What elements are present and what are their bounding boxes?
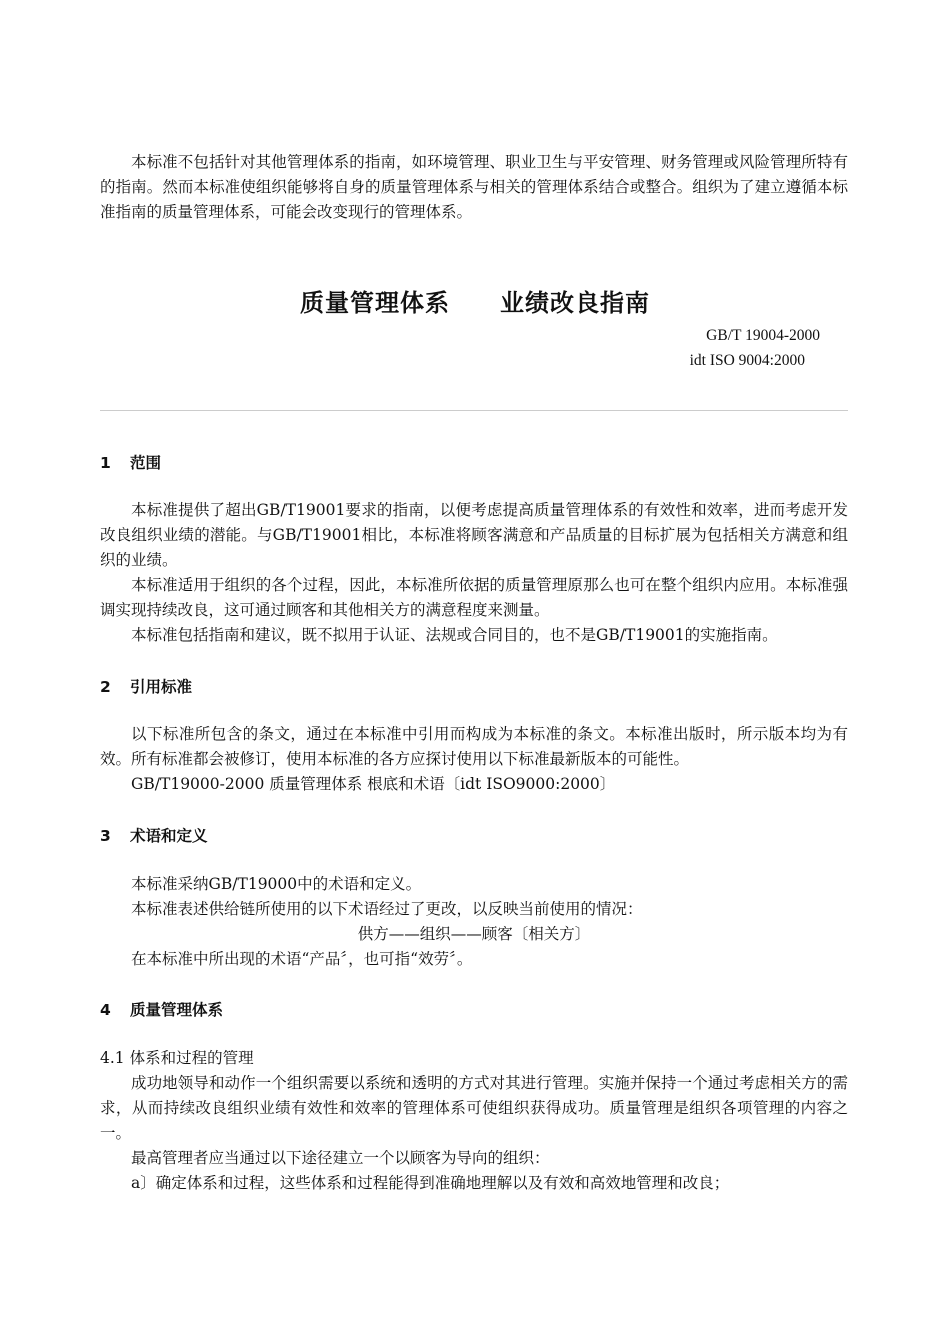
section-3-heading	[100, 824, 208, 846]
section-title: 术语和定义	[130, 827, 208, 845]
section-2-reference: GB/T19000-2000 质量管理体系 根底和术语〔idt ISO9000:2000〕	[131, 775, 616, 793]
section-number: 3	[100, 827, 111, 845]
section-4-paragraph-1: 成功地领导和动作一个组织需要以系统和透明的方式对其进行管理。实施并保持一个通过考虑相关方的需求，从而持续改良组织业绩有效性和效率的管理体系可使组织获得成功。质量管理是组织各项管理的内容之一。	[100, 1074, 848, 1142]
section-title: 范围	[130, 454, 162, 472]
section-1-heading	[100, 451, 161, 473]
section-1-paragraph-2: 本标准适用于组织的各个过程，因此，本标准所依据的质量管理原那么也可在整个组织内应用。本标准强调实现持续改良，这可通过顾客和其他相关方的满意程度来测量。	[100, 576, 848, 619]
standard-number: GB/T 19004-2000	[706, 327, 820, 344]
section-3-paragraph-2: 本标准表述供给链所使用的以下术语经过了更改，以反映当前使用的情况：	[131, 900, 643, 918]
section-number: 1	[100, 454, 111, 472]
section-number: 4	[100, 1001, 111, 1019]
divider	[100, 410, 848, 411]
subsection-4-1-heading: 4.1 体系和过程的管理	[100, 1049, 254, 1067]
title-part-2: 业绩改良指南	[500, 289, 650, 317]
section-3-paragraph-3: 在本标准中所出现的术语“产品〞，也可指“效劳〞。	[131, 950, 473, 968]
supply-chain-line: 供方——组织——顾客〔相关方〕	[357, 925, 591, 943]
section-number: 2	[100, 678, 111, 696]
section-title: 引用标准	[130, 678, 193, 696]
section-1-paragraph-3: 本标准包括指南和建议，既不拟用于认证、法规或合同目的，也不是GB/T19001的实施指南。	[131, 626, 778, 644]
document-title	[0, 283, 950, 318]
section-3-paragraph-1: 本标准采纳GB/T19000中的术语和定义。	[131, 875, 422, 893]
intro-paragraph: 本标准不包括针对其他管理体系的指南，如环境管理、职业卫生与平安管理、财务管理或风险管理所特有的指南。然而本标准使组织能够将自身的质量管理体系与相关的管理体系结合或整合。组织为了建立遵循本标准指南的质量管理体系，可能会改变现行的管理体系。	[100, 153, 848, 221]
section-1-paragraph-1: 本标准提供了超出GB/T19001要求的指南，以便考虑提高质量管理体系的有效性和效率，进而考虑开发改良组织业绩的潜能。与GB/T19001相比，本标准将顾客满意和产品质量的目标扩展为包括相关方满意和组织的业绩。	[100, 501, 848, 569]
title-part-1: 质量管理体系	[300, 289, 450, 317]
section-4-list-item-a: a〕确定体系和过程，这些体系和过程能得到准确地理解以及有效和高效地管理和改良；	[131, 1174, 730, 1192]
section-4-heading	[100, 998, 223, 1020]
standard-idt: idt ISO 9004:2000	[689, 352, 805, 369]
section-2-heading	[100, 675, 192, 697]
section-4-paragraph-2: 最高管理者应当通过以下途径建立一个以顾客为导向的组织：	[131, 1149, 550, 1167]
section-title: 质量管理体系	[130, 1001, 224, 1019]
section-2-paragraph-1: 以下标准所包含的条文，通过在本标准中引用而构成为本标准的条文。本标准出版时，所示版本均为有效。所有标准都会被修订，使用本标准的各方应探讨使用以下标准最新版本的可能性。	[100, 725, 848, 768]
